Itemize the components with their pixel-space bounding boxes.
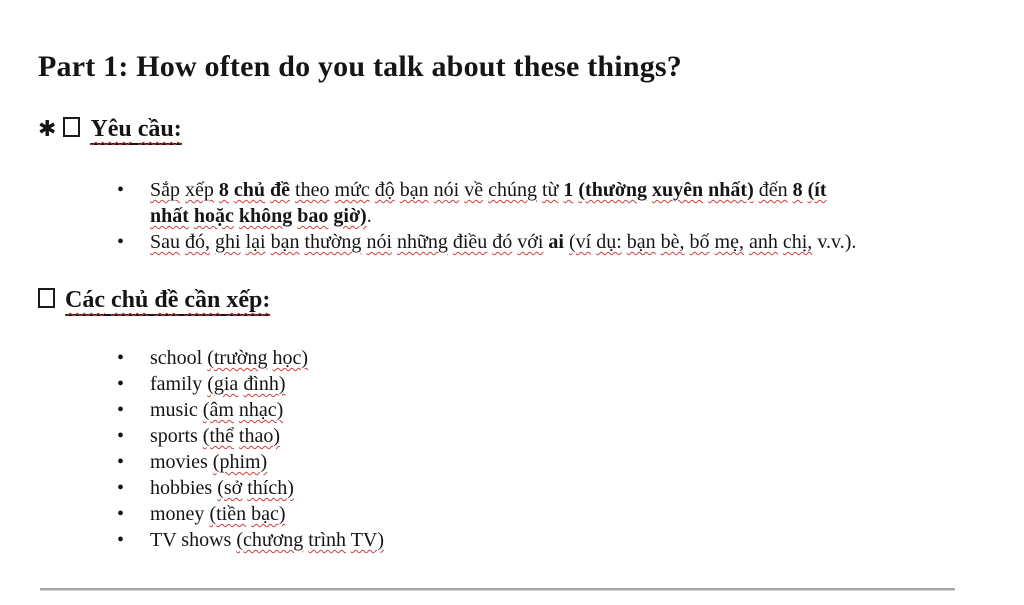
list-item: • movies (phim) bbox=[150, 449, 964, 475]
list-item: • school (trường học) bbox=[150, 345, 964, 371]
topics-list bbox=[38, 345, 964, 553]
list-item: • Sắp xếp 8 chủ đề theo mức độ bạn nói về chúng từ 1 (thường xuyên nhất) đến 8 (ít nhất hoặc không bao giờ). bbox=[150, 177, 964, 229]
requirements-heading-label: Yêu cầu: bbox=[90, 116, 181, 145]
requirements-heading bbox=[38, 114, 964, 145]
list-item: • music (âm nhạc) bbox=[150, 397, 964, 423]
list-item: • Sau đó, ghi lại bạn thường nói những điều đó với ai (ví dụ: bạn bè, bố mẹ, anh chị, v.v.). bbox=[150, 229, 964, 255]
list-item: • hobbies (sở thích) bbox=[150, 475, 964, 501]
horizontal-divider bbox=[40, 588, 955, 591]
empty-box-icon bbox=[63, 117, 80, 137]
list-item: • money (tiền bạc) bbox=[150, 501, 964, 527]
list-item: • family (gia đình) bbox=[150, 371, 964, 397]
empty-box-icon bbox=[38, 288, 55, 308]
list-item: • TV shows (chương trình TV) bbox=[150, 527, 964, 553]
topics-heading bbox=[38, 285, 964, 315]
list-item: • sports (thể thao) bbox=[150, 423, 964, 449]
requirements-list bbox=[38, 177, 964, 255]
page-title: Part 1: How often do you talk about these things? bbox=[38, 50, 682, 83]
topics-heading-label: Các chủ đề cần xếp: bbox=[65, 287, 270, 316]
asterisk-marker-icon: ✱ bbox=[38, 117, 57, 142]
